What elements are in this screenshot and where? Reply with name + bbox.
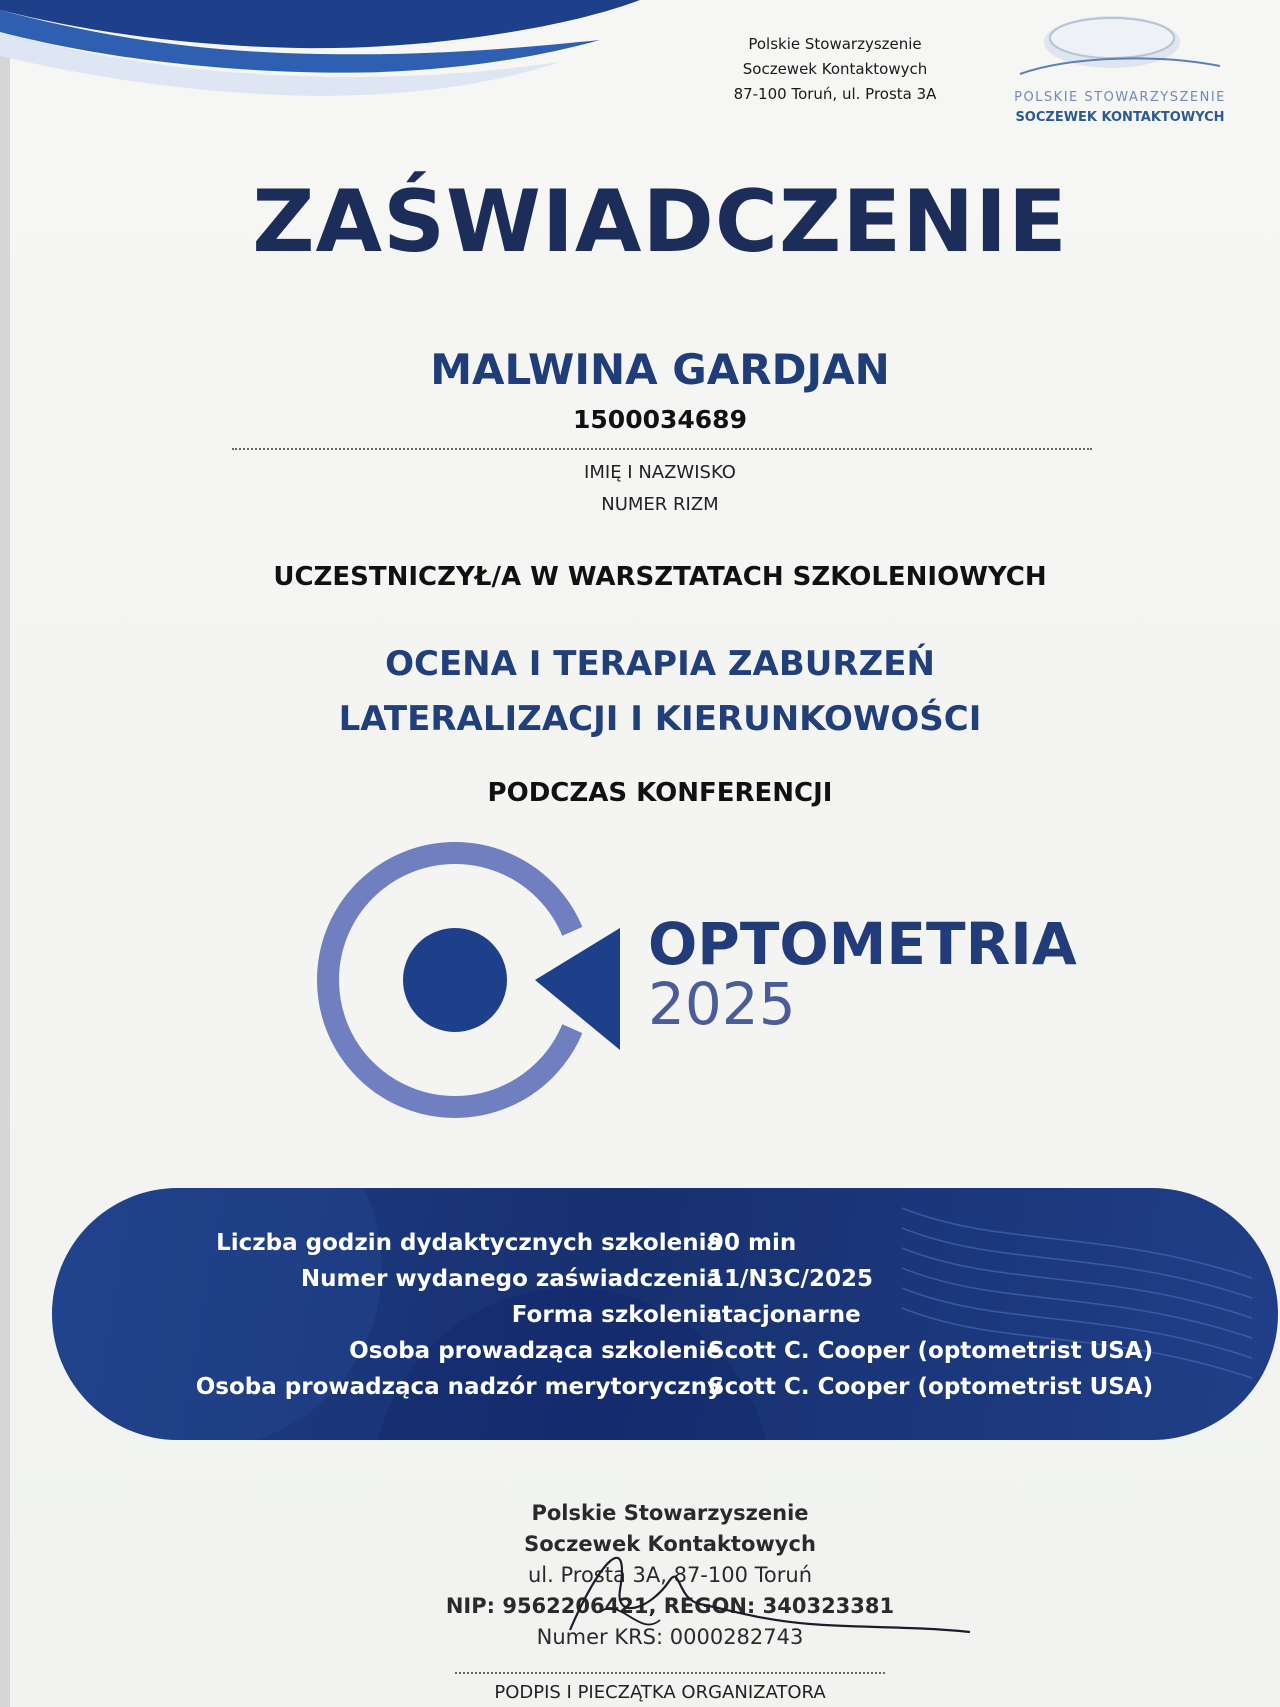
org-header bbox=[700, 32, 970, 107]
info-row bbox=[52, 1302, 1278, 1338]
signature-dotted-line bbox=[455, 1672, 885, 1674]
workshop-title bbox=[0, 637, 1280, 747]
info-label: Osoba prowadząca nadzór merytoryczny bbox=[195, 1374, 722, 1400]
conference-text: PODCZAS KONFERENCJI bbox=[487, 778, 833, 808]
org-logo-text bbox=[1010, 88, 1230, 128]
stamp-line3: ul. Prosta 3A, 87-100 Toruń bbox=[527, 1563, 813, 1587]
info-label: Numer wydanego zaświadczenia bbox=[300, 1266, 722, 1292]
document-title: ZAŚWIADCZENIE bbox=[252, 172, 1068, 272]
workshop-title-line1: OCENA I TERAPIA ZABURZEŃ bbox=[385, 644, 935, 684]
info-row bbox=[52, 1266, 1278, 1302]
org-logo-line2: SOCZEWEK KONTAKTOWYCH bbox=[1015, 110, 1225, 125]
org-address: 87-100 Toruń, ul. Prosta 3A bbox=[733, 85, 937, 103]
conference-year: 2025 bbox=[648, 970, 796, 1038]
participation-text: UCZESTNICZYŁ/A W WARSZTATACH SZKOLENIOWYCH bbox=[273, 562, 1047, 592]
name-dotted-line bbox=[232, 448, 1092, 450]
decorative-top-wave bbox=[0, 0, 700, 120]
info-row bbox=[52, 1230, 1278, 1266]
info-value: stacjonarne bbox=[708, 1302, 861, 1328]
info-value: 11/N3C/2025 bbox=[708, 1266, 873, 1292]
org-name-line2: Soczewek Kontaktowych bbox=[742, 60, 928, 78]
label-name: IMIĘ I NAZWISKO bbox=[584, 462, 736, 483]
signature-label: PODPIS I PIECZĄTKA ORGANIZATORA bbox=[494, 1682, 826, 1703]
workshop-title-line2: LATERALIZACJI I KIERUNKOWOŚCI bbox=[338, 699, 982, 739]
info-value: Scott C. Cooper (optometrist USA) bbox=[708, 1374, 1154, 1400]
info-row bbox=[52, 1338, 1278, 1374]
label-rizm: NUMER RIZM bbox=[601, 494, 719, 515]
info-value: Scott C. Cooper (optometrist USA) bbox=[708, 1338, 1154, 1364]
org-name-line1: Polskie Stowarzyszenie bbox=[748, 35, 922, 53]
optometria-logo-icon bbox=[310, 840, 640, 1120]
info-band bbox=[52, 1188, 1278, 1440]
org-logo-line1: POLSKIE STOWARZYSZENIE bbox=[1014, 90, 1226, 105]
handwritten-signature bbox=[560, 1500, 980, 1660]
info-row bbox=[52, 1374, 1278, 1410]
stamp-line1: Polskie Stowarzyszenie bbox=[531, 1501, 809, 1525]
participant-name: MALWINA GARDJAN bbox=[430, 345, 890, 394]
info-label: Liczba godzin dydaktycznych szkolenia bbox=[216, 1230, 722, 1256]
stamp-line5: Numer KRS: 0000282743 bbox=[536, 1625, 804, 1649]
stamp-line4: NIP: 9562206421, REGON: 340323381 bbox=[445, 1594, 895, 1618]
info-label: Osoba prowadząca szkolenie bbox=[349, 1338, 722, 1364]
info-label: Forma szkolenia bbox=[511, 1302, 722, 1328]
info-value: 90 min bbox=[708, 1230, 797, 1256]
stamp-line2: Soczewek Kontaktowych bbox=[524, 1532, 816, 1556]
conference-name: OPTOMETRIA bbox=[648, 910, 1077, 978]
participant-number: 1500034689 bbox=[573, 405, 747, 434]
